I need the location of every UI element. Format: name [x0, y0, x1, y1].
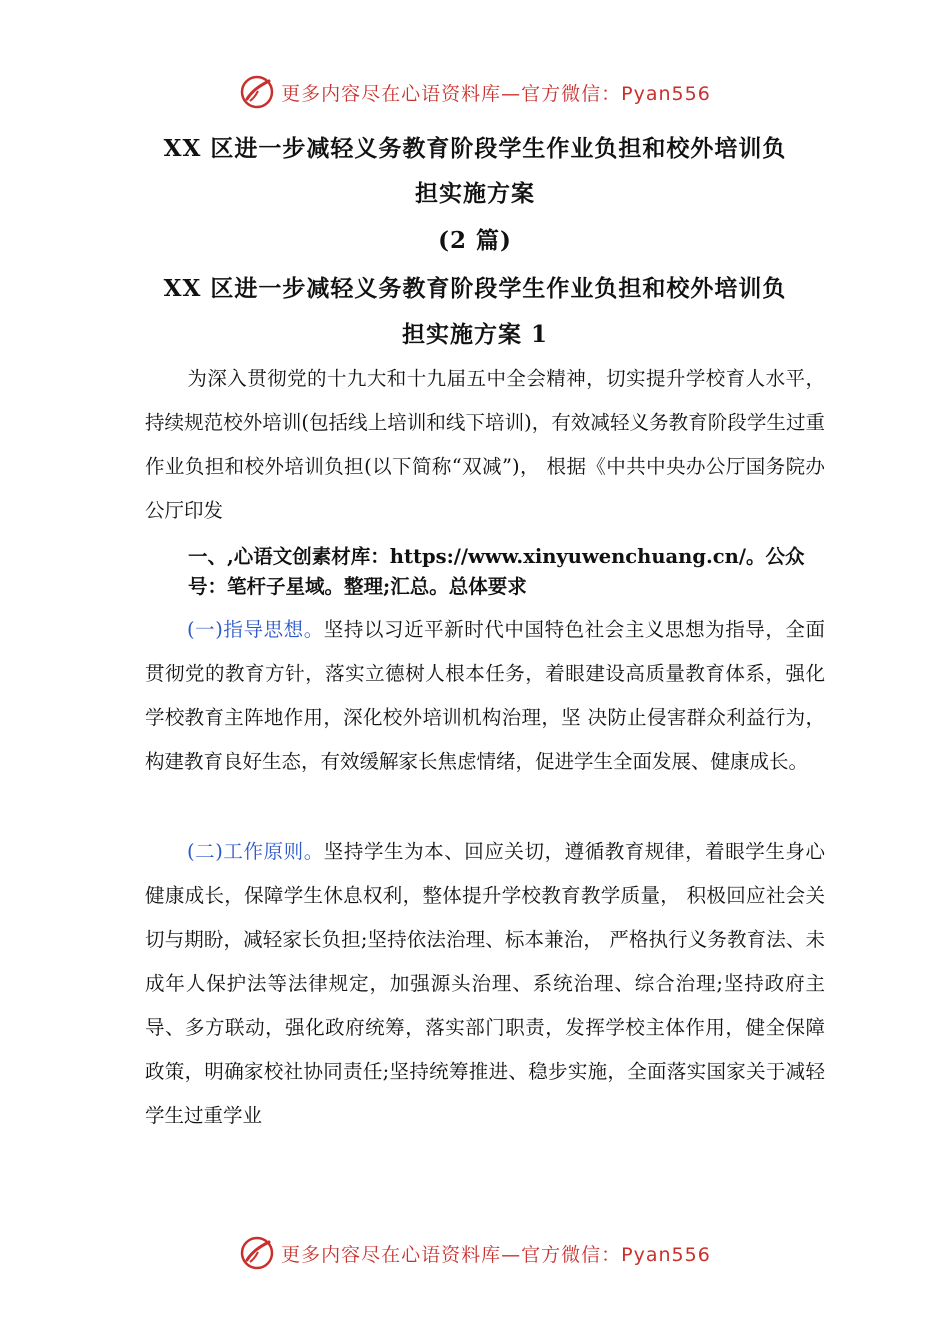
section-heading: 一、,心语文创素材库：https://www.xinyuwenchuang.cn/。公众号：笔杆子星域。整理;汇总。总体要求 [188, 545, 805, 598]
brush-logo-icon [239, 74, 275, 110]
watermark-text: 更多内容尽在心语资料库—官方微信：Pyan556 [281, 1243, 711, 1266]
document-title-line2: 担实施方案 [415, 180, 535, 207]
header-watermark [0, 72, 950, 112]
watermark-text: 更多内容尽在心语资料库—官方微信：Pyan556 [281, 82, 711, 105]
working-principles-paragraph [145, 830, 825, 1138]
intro-paragraph [145, 357, 825, 533]
document-count: (2 篇) [438, 227, 512, 254]
document-title-line1: XX 区进一步减轻义务教育阶段学生作业负担和校外培训负 [163, 135, 787, 162]
footer-watermark [0, 1233, 950, 1273]
article-title-line2: 担实施方案 1 [401, 321, 548, 348]
guiding-thought-text: 坚持以习近平新时代中国特色社会主义思想为指导，全面贯彻党的教育方针，落实立德树人根本任务，着眼建设高质量教育体系，强化学校教育主阵地作用，深化校外培训机构治理，坚 决防止侵害群众利益行为，构建教育良好生态，有效缓解家长焦虑情绪，促进学生全面发展、健康成长。 [145, 618, 825, 773]
guiding-thought-paragraph [145, 608, 825, 784]
article-title-line1: XX 区进一步减轻义务教育阶段学生作业负担和校外培训负 [163, 275, 787, 302]
intro-text: 为深入贯彻党的十九大和十九届五中全会精神，切实提升学校育人水平，持续规范校外培训(包括线上培训和线下培训)，有效减轻义务教育阶段学生过重作业负担和校外培训负担(以下简称“双减”)， 根据《中共中央办公厅国务院办公厅印发 [145, 367, 825, 522]
brush-logo-icon [239, 1235, 275, 1271]
working-principles-label: (二)工作原则。 [187, 840, 324, 863]
guiding-thought-label: (一)指导思想。 [187, 618, 324, 641]
working-principles-text: 坚持学生为本、回应关切，遵循教育规律，着眼学生身心健康成长，保障学生休息权利，整体提升学校教育教学质量， 积极回应社会关切与期盼，减轻家长负担;坚持依法治理、标本兼治， 严格执行义务教育法、未成年人保护法等法律规定，加强源头治理、系统治理、综合治理;坚持政府主导、多方联动，强化政府统筹，落实部门职责，发挥学校主体作用，健全保障政策，明确家校社协同责任;坚持统筹推进、稳步实施，全面落实国家关于减轻学生过重学业 [145, 840, 825, 1127]
